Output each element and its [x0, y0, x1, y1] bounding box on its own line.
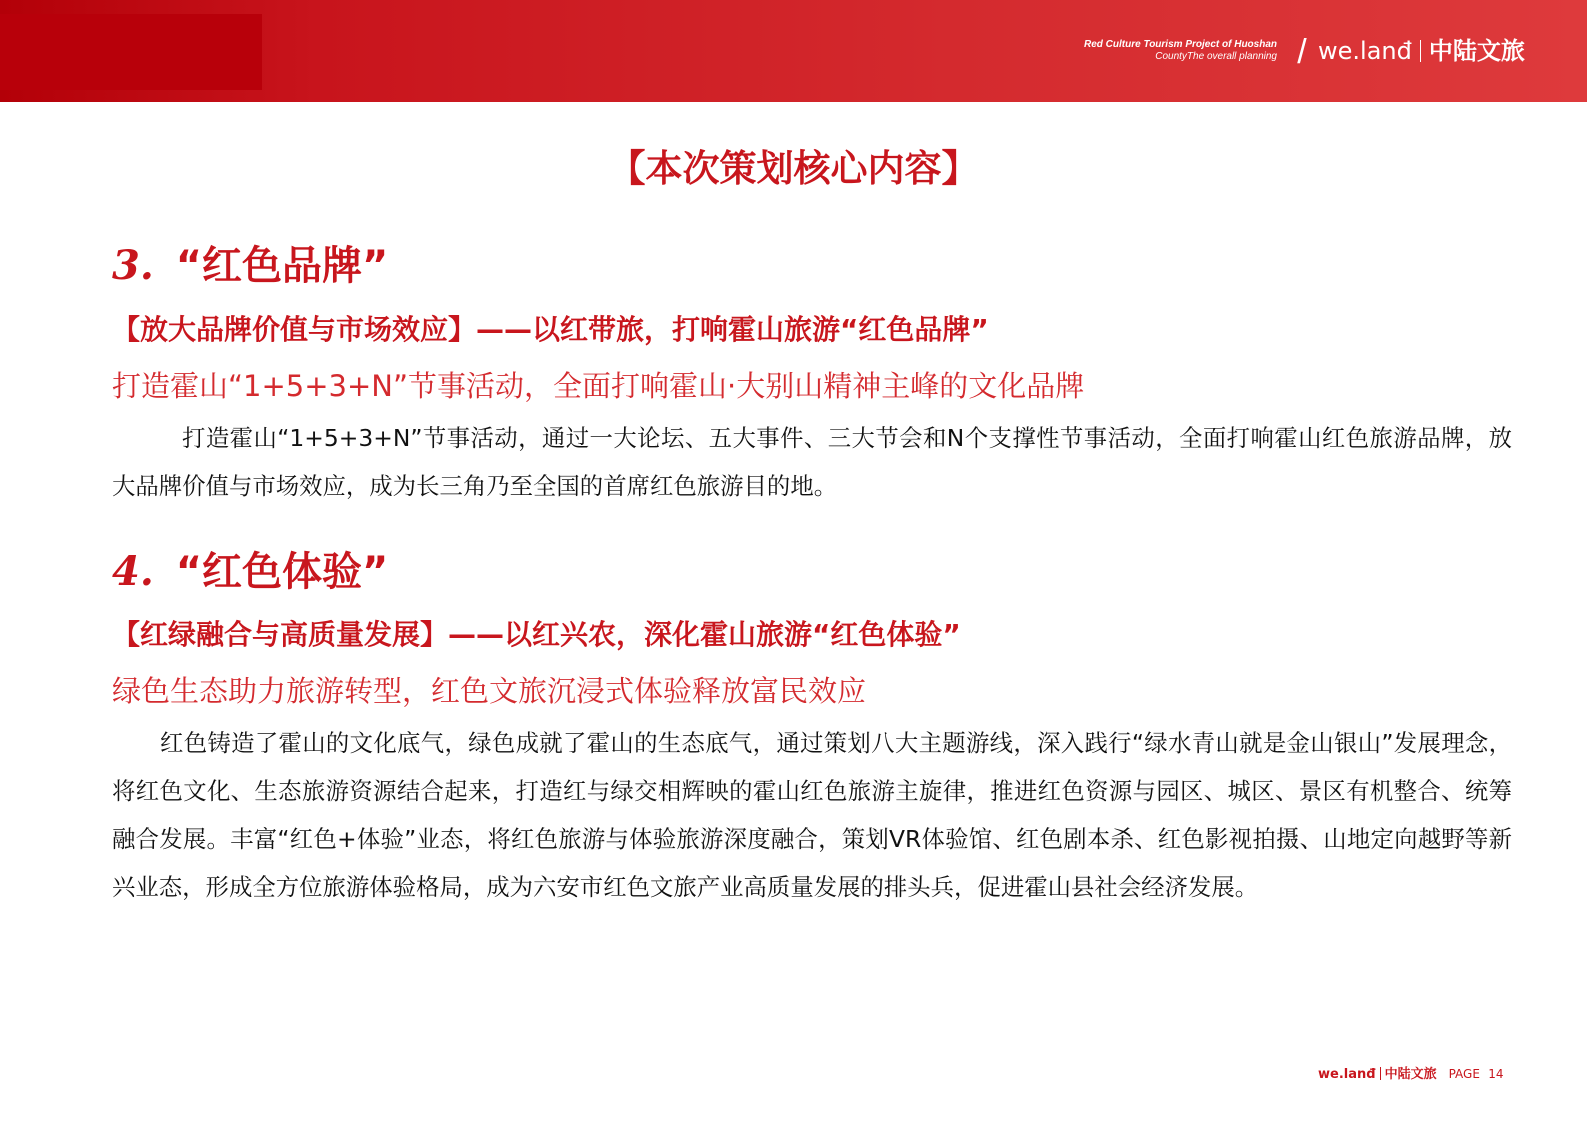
section-heading-text: “红色体验”	[175, 549, 389, 595]
header-english-line1: Red Culture Tourism Project of Huoshan	[1084, 39, 1277, 50]
header-logo	[1318, 33, 1525, 69]
header-english-line2: CountyThe overall planning	[1155, 51, 1277, 62]
footer	[1318, 1064, 1503, 1084]
section-lead-4: 绿色生态助力旅游转型，红色文旅沉浸式体验释放富民效应	[112, 674, 867, 708]
section-number: 4.	[112, 548, 154, 595]
section-subtitle-3: 【放大品牌价值与市场效应】——以红带旅，打响霍山旅游“红色品牌”	[112, 313, 989, 346]
section-heading-text: “红色品牌”	[175, 243, 389, 289]
section-number: 3.	[112, 242, 154, 289]
header-slash-divider: /	[1297, 33, 1307, 71]
footer-brand-cn: 中陆文旅	[1384, 1067, 1437, 1082]
footer-brand-en: we.lanđ	[1318, 1067, 1376, 1082]
header-color-block	[0, 14, 262, 90]
footer-page-label: PAGE	[1448, 1067, 1480, 1081]
footer-brand-divider	[1380, 1067, 1381, 1080]
header-bar	[0, 0, 1587, 102]
section-paragraph-4: 红色铸造了霍山的文化底气，绿色成就了霍山的生态底气，通过策划八大主题游线，深入践行“绿水青山就是金山银山”发展理念，将红色文化、生态旅游资源结合起来，打造红与绿交相辉映的霍山红色旅游主旋律，推进红色资源与园区、城区、景区有机整合、统筹融合发展。丰富“红色+体验”业态，将红色旅游与体验旅游深度融合，策划VR体验馆、红色剧本杀、红色影视拍摄、山地定向越野等新兴业态，形成全方位旅游体验格局，成为六安市红色文旅产业高质量发展的排头兵，促进霍山县社会经济发展。	[112, 729, 1512, 901]
page-title: 【本次策划核心内容】	[608, 147, 979, 190]
section-lead-3: 打造霍山“1+5+3+N”节事活动，全面打响霍山·大别山精神主峰的文化品牌	[112, 369, 1085, 403]
header-logo-cn: 中陆文旅	[1428, 37, 1525, 65]
footer-page-number: 14	[1488, 1067, 1504, 1081]
section-paragraph-3: 打造霍山“1+5+3+N”节事活动，通过一大论坛、五大事件、三大节会和N个支撑性节事活动，全面打响霍山红色旅游品牌，放大品牌价值与市场效应，成为长三角乃至全国的首席红色旅游目的地。	[112, 424, 1512, 500]
header-english-title	[1017, 39, 1277, 63]
section-subtitle-4: 【红绿融合与高质量发展】——以红兴农，深化霍山旅游“红色体验”	[112, 618, 961, 651]
header-logo-divider	[1420, 40, 1421, 62]
header-logo-en: we.lanđ	[1318, 37, 1412, 65]
section-heading-3	[112, 240, 388, 292]
section-heading-4	[112, 546, 388, 598]
